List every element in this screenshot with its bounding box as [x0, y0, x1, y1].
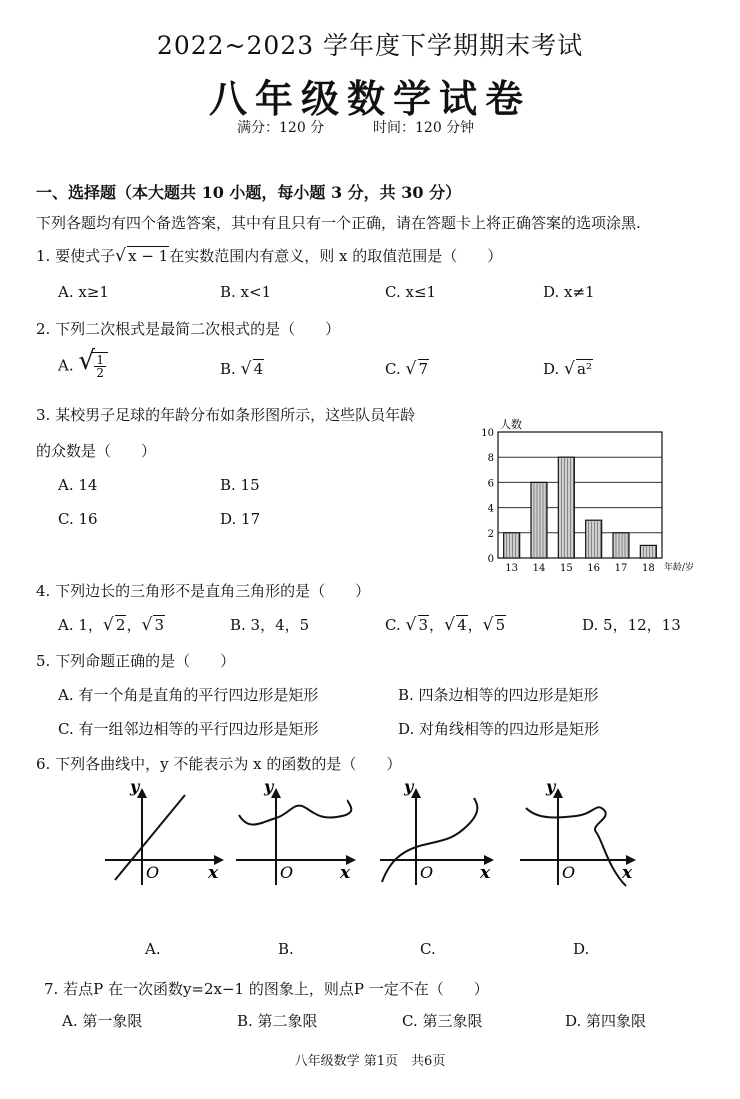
age-bar-chart — [478, 412, 714, 580]
q4-option-c-label: C. — [385, 616, 401, 634]
graph-b — [234, 780, 364, 890]
graph-a — [100, 780, 230, 890]
bar — [531, 482, 547, 558]
page-footer: 八年级数学 第1页 共6页 — [294, 1054, 446, 1069]
q2-option-d-label: D. — [543, 360, 560, 378]
graph-c — [378, 780, 508, 890]
q4-option-a — [58, 614, 165, 635]
sqrt-fraction: √ $\frac{1}{2}$ — [78, 352, 108, 379]
q3-option-d: D. 17 — [220, 510, 261, 528]
q6-label-d: D. — [573, 940, 590, 958]
sqrt-3: √ 3 — [405, 615, 429, 635]
bar — [586, 520, 602, 558]
q7-option-d: D. 第四象限 — [565, 1012, 647, 1030]
x-tick-label: 15 — [559, 563, 573, 574]
fraction-denominator: 2 — [96, 366, 105, 380]
axis-y-label: y — [404, 780, 414, 796]
q4-option-a-label: A. 1， — [58, 616, 103, 634]
sqrt-7: √ 7 — [405, 359, 429, 379]
y-tick-label: 8 — [487, 453, 494, 465]
q2-option-b — [220, 360, 264, 378]
question-1 — [36, 245, 502, 266]
x-tick-label: 13 — [505, 563, 519, 574]
x-axis-label: 年龄/岁 — [664, 563, 695, 573]
q5-option-c: C. 有一组邻边相等的平行四边形是矩形 — [58, 720, 319, 738]
question-7: 7. 若点P 在一次函数y=2x−1 的图象上，则点P 一定不在（ ） — [44, 980, 489, 998]
q2-c-radicand: 7 — [418, 360, 429, 378]
q4-option-d: D. 5，12，13 — [582, 616, 681, 634]
y-tick-label: 2 — [487, 528, 494, 540]
question-4: 4. 下列边长的三角形不是直角三角形的是（ ） — [36, 582, 371, 600]
axis-x-label: x — [208, 863, 219, 883]
exam-time: 时间：120 分钟 — [373, 120, 475, 136]
q2-b-radicand: 4 — [253, 360, 264, 378]
q7-option-c: C. 第三象限 — [402, 1012, 483, 1030]
q1-option-b: B. x<1 — [220, 283, 272, 301]
q4-a-radicand-2: 3 — [154, 616, 165, 634]
q2-option-a-label: A. — [58, 356, 74, 375]
q4-c-radicand-3: 5 — [495, 616, 506, 634]
paper-title: 八年级数学试卷 — [208, 76, 531, 121]
section-heading: 一、选择题（本大题共 10 小题，每小题 3 分，共 30 分） — [36, 183, 462, 202]
q4-a-radicand-1: 2 — [115, 616, 126, 634]
bar — [558, 457, 574, 558]
sqrt-expression: √ x − 1 — [115, 246, 169, 266]
axis-y-label: y — [130, 780, 140, 796]
sqrt-2: √ 2 — [102, 615, 126, 635]
sqrt-3: √ 3 — [141, 615, 165, 635]
q1-option-d: D. x≠1 — [543, 283, 595, 301]
question-3-line1: 3. 某校男子足球的年龄分布如条形图所示，这些队员年龄 — [36, 406, 416, 424]
q2-option-c-label: C. — [385, 360, 401, 378]
q7-option-a: A. 第一象限 — [62, 1012, 143, 1030]
q2-option-d — [543, 360, 593, 378]
q4-c-radicand-1: 3 — [418, 616, 429, 634]
q3-option-b: B. 15 — [220, 476, 260, 494]
origin-label: O — [420, 863, 434, 882]
x-tick-label: 17 — [614, 563, 628, 574]
question-3-line2: 的众数是（ ） — [36, 442, 157, 460]
y-tick-label: 6 — [487, 478, 494, 490]
q4-c-radicand-2: 4 — [457, 616, 467, 634]
y-axis-label: 人数 — [500, 418, 522, 431]
q1-radicand: x − 1 — [128, 247, 169, 265]
q5-option-b: B. 四条边相等的四边形是矩形 — [398, 686, 599, 704]
separator: ， — [126, 616, 142, 634]
axis-y-label: y — [546, 780, 556, 796]
bar — [640, 545, 656, 558]
sqrt-a-squared: √ a² — [564, 359, 593, 379]
q4-option-c — [385, 614, 506, 635]
question-6: 6. 下列各曲线中，y 不能表示为 x 的函数的是（ ） — [36, 755, 402, 773]
x-tick-label: 14 — [532, 563, 546, 574]
y-tick-label: 4 — [487, 503, 494, 515]
bar — [613, 533, 629, 558]
y-tick-label: 10 — [481, 428, 494, 439]
separator: ， — [429, 616, 445, 634]
q6-label-a: A. — [145, 940, 161, 958]
q2-d-radicand: a² — [577, 360, 593, 378]
question-5: 5. 下列命题正确的是（ ） — [36, 652, 236, 670]
x-tick-label: 18 — [641, 563, 655, 574]
sqrt-4: √ 4 — [240, 359, 264, 379]
q2-option-c — [385, 360, 429, 378]
graph-d — [518, 780, 648, 890]
q3-option-a: A. 14 — [58, 476, 98, 494]
axis-x-label: x — [340, 863, 351, 883]
q3-option-c: C. 16 — [58, 510, 98, 528]
y-tick-label: 0 — [487, 554, 494, 565]
q2-option-b-label: B. — [220, 360, 236, 378]
sqrt-5: √ 5 — [482, 615, 506, 635]
sqrt-4: √ 4 — [444, 615, 467, 635]
q4-option-b: B. 3，4，5 — [230, 616, 310, 634]
q6-label-c: C. — [420, 940, 436, 958]
q1-option-a: A. x≥1 — [58, 283, 109, 301]
fraction-numerator: 1 — [96, 353, 105, 367]
plot-frame — [498, 432, 662, 558]
q5-option-d: D. 对角线相等的四边形是矩形 — [398, 720, 600, 738]
exam-title: 2022~2023 学年度下学期期末考试 — [156, 31, 584, 60]
axis-x-label: x — [622, 863, 633, 883]
origin-label: O — [280, 863, 294, 882]
axis-x-label: x — [480, 863, 491, 883]
section-instruction: 下列各题均有四个备选答案，其中有且只有一个正确，请在答题卡上将正确答案的选项涂黑. — [36, 214, 641, 232]
q1-option-c: C. x≤1 — [385, 283, 437, 301]
origin-label: O — [146, 863, 160, 882]
x-tick-label: 16 — [587, 563, 601, 574]
separator: ， — [467, 616, 483, 634]
q7-option-b: B. 第二象限 — [237, 1012, 318, 1030]
bar — [504, 533, 520, 558]
q6-label-b: B. — [278, 940, 294, 958]
origin-label: O — [562, 863, 576, 882]
axis-y-label: y — [264, 780, 274, 796]
q1-stem-post: 在实数范围内有意义，则 x 的取值范围是（ ） — [169, 247, 503, 265]
question-2: 2. 下列二次根式是最简二次根式的是（ ） — [36, 320, 341, 338]
q2-option-a — [58, 346, 108, 380]
full-score: 满分：120 分 — [237, 120, 325, 136]
q5-option-a: A. 有一个角是直角的平行四边形是矩形 — [58, 686, 319, 704]
q1-stem-pre: 1. 要使式子 — [36, 247, 116, 265]
